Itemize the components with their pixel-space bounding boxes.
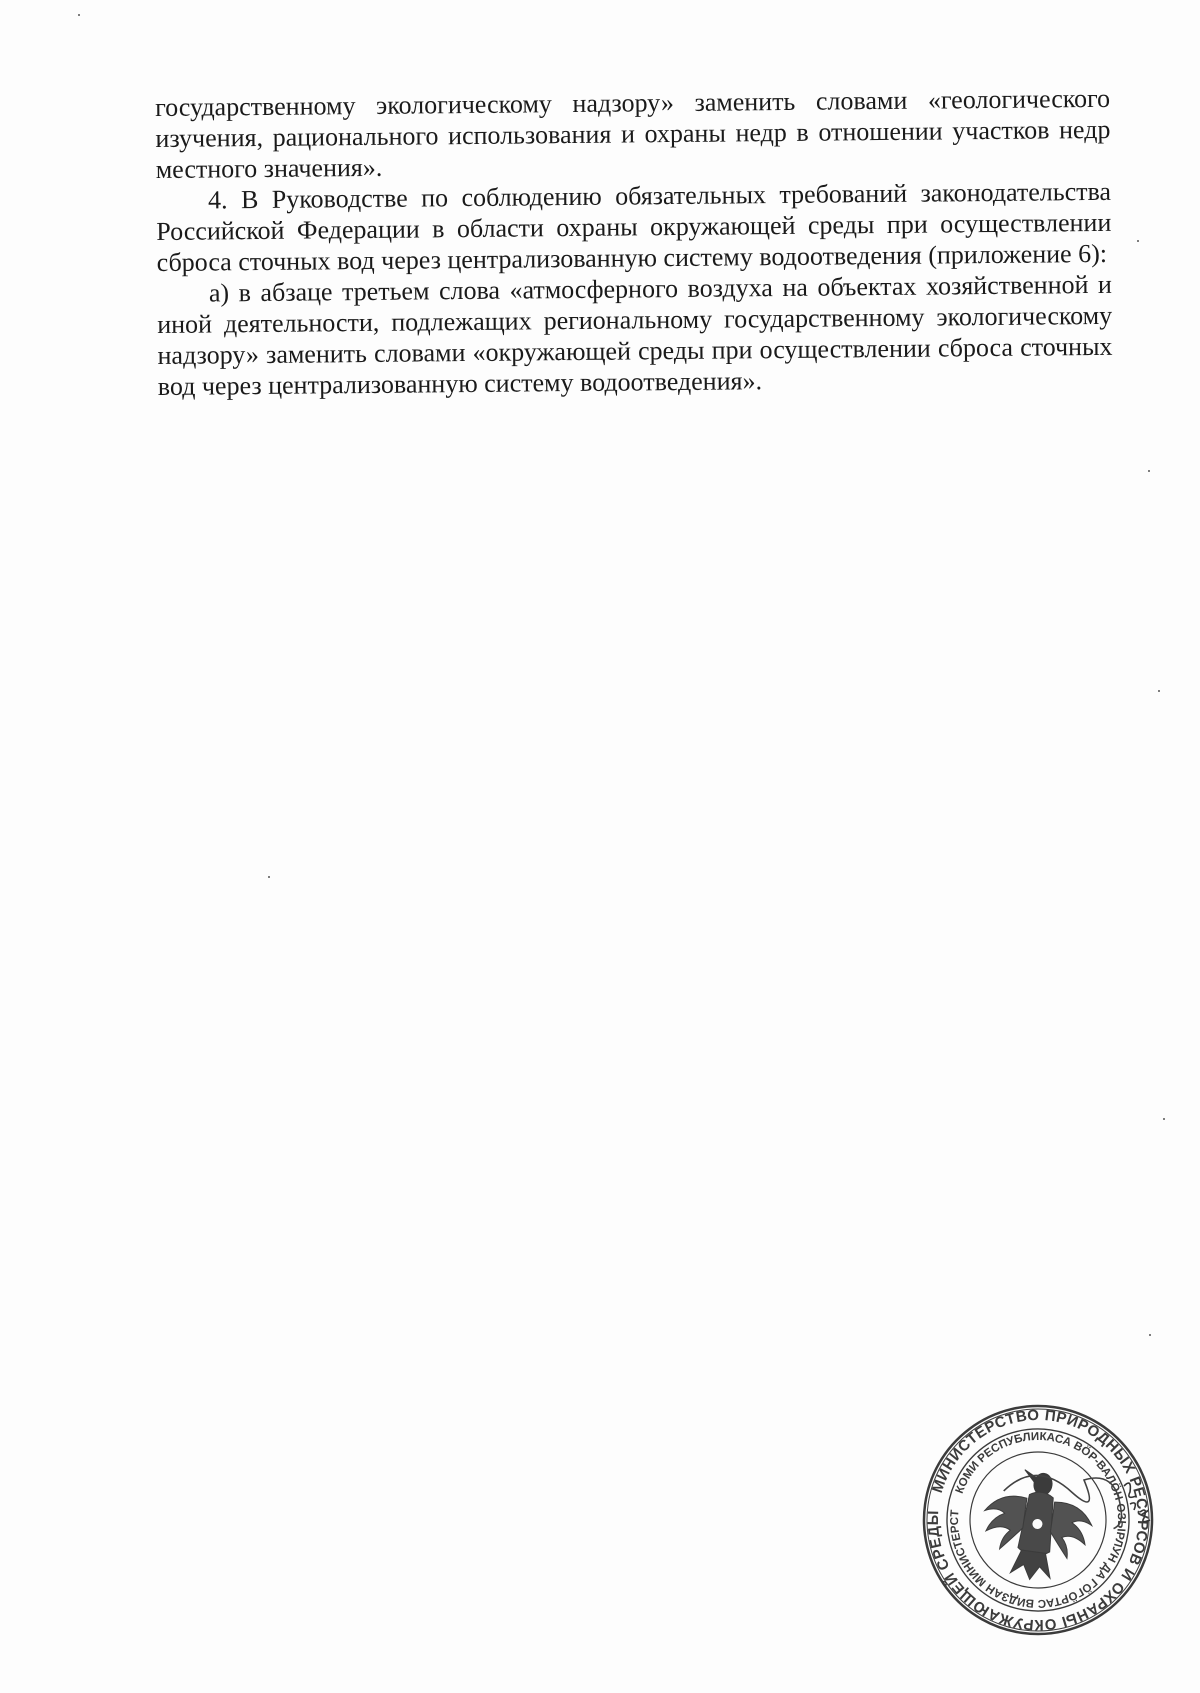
scan-speck [78, 14, 80, 16]
paragraph-continuation: государственному экологическому надзору» заменить словами «геологического изучения, рационального использования и охраны недр в отношении участков недр местного значения». [155, 83, 1111, 184]
official-stamp [918, 1400, 1158, 1640]
stamp-outer-text: МИНИСТЕРСТВО ПРИРОДНЫХ РЕСУРСОВ И ОХРАНЫ ОКРУЖАЮЩЕЙ СРЕДЫ [924, 1406, 1152, 1634]
document-body [155, 83, 1113, 402]
stamp-seal-icon [918, 1400, 1158, 1640]
scan-speck [1137, 240, 1139, 242]
scan-speck [1149, 1334, 1151, 1336]
paragraph-item-4: 4. В Руководстве по соблюдению обязательных требований законодательства Российской Федерации в области охраны окружающей среды при осуществлении сброса сточных вод через централизованную систему водоотведения (приложение 6): [156, 176, 1112, 277]
paragraph-subitem-a: а) в абзаце третьем слова «атмосферного воздуха на объектах хозяйственной и иной деятельности, подлежащих региональному государственному экологическому надзору» заменить словами «окружающей среды при осуществлении сброса сточных вод через централизованную систему водоотведения». [157, 269, 1113, 401]
komi-bird-emblem-icon [976, 1465, 1098, 1587]
stamp-inner-text: КОМИ РЕСПУБЛИКАСА ВӦР-ВАЛӦН ОЗЫРЛУН ДА ГӦГӦРТАС ВИДЗАН МИНИСТЕРСТВО [948, 1430, 1128, 1610]
scan-speck [268, 876, 270, 878]
scan-speck [1158, 690, 1160, 692]
scan-speck [1163, 1118, 1165, 1120]
scan-speck [1148, 470, 1150, 472]
